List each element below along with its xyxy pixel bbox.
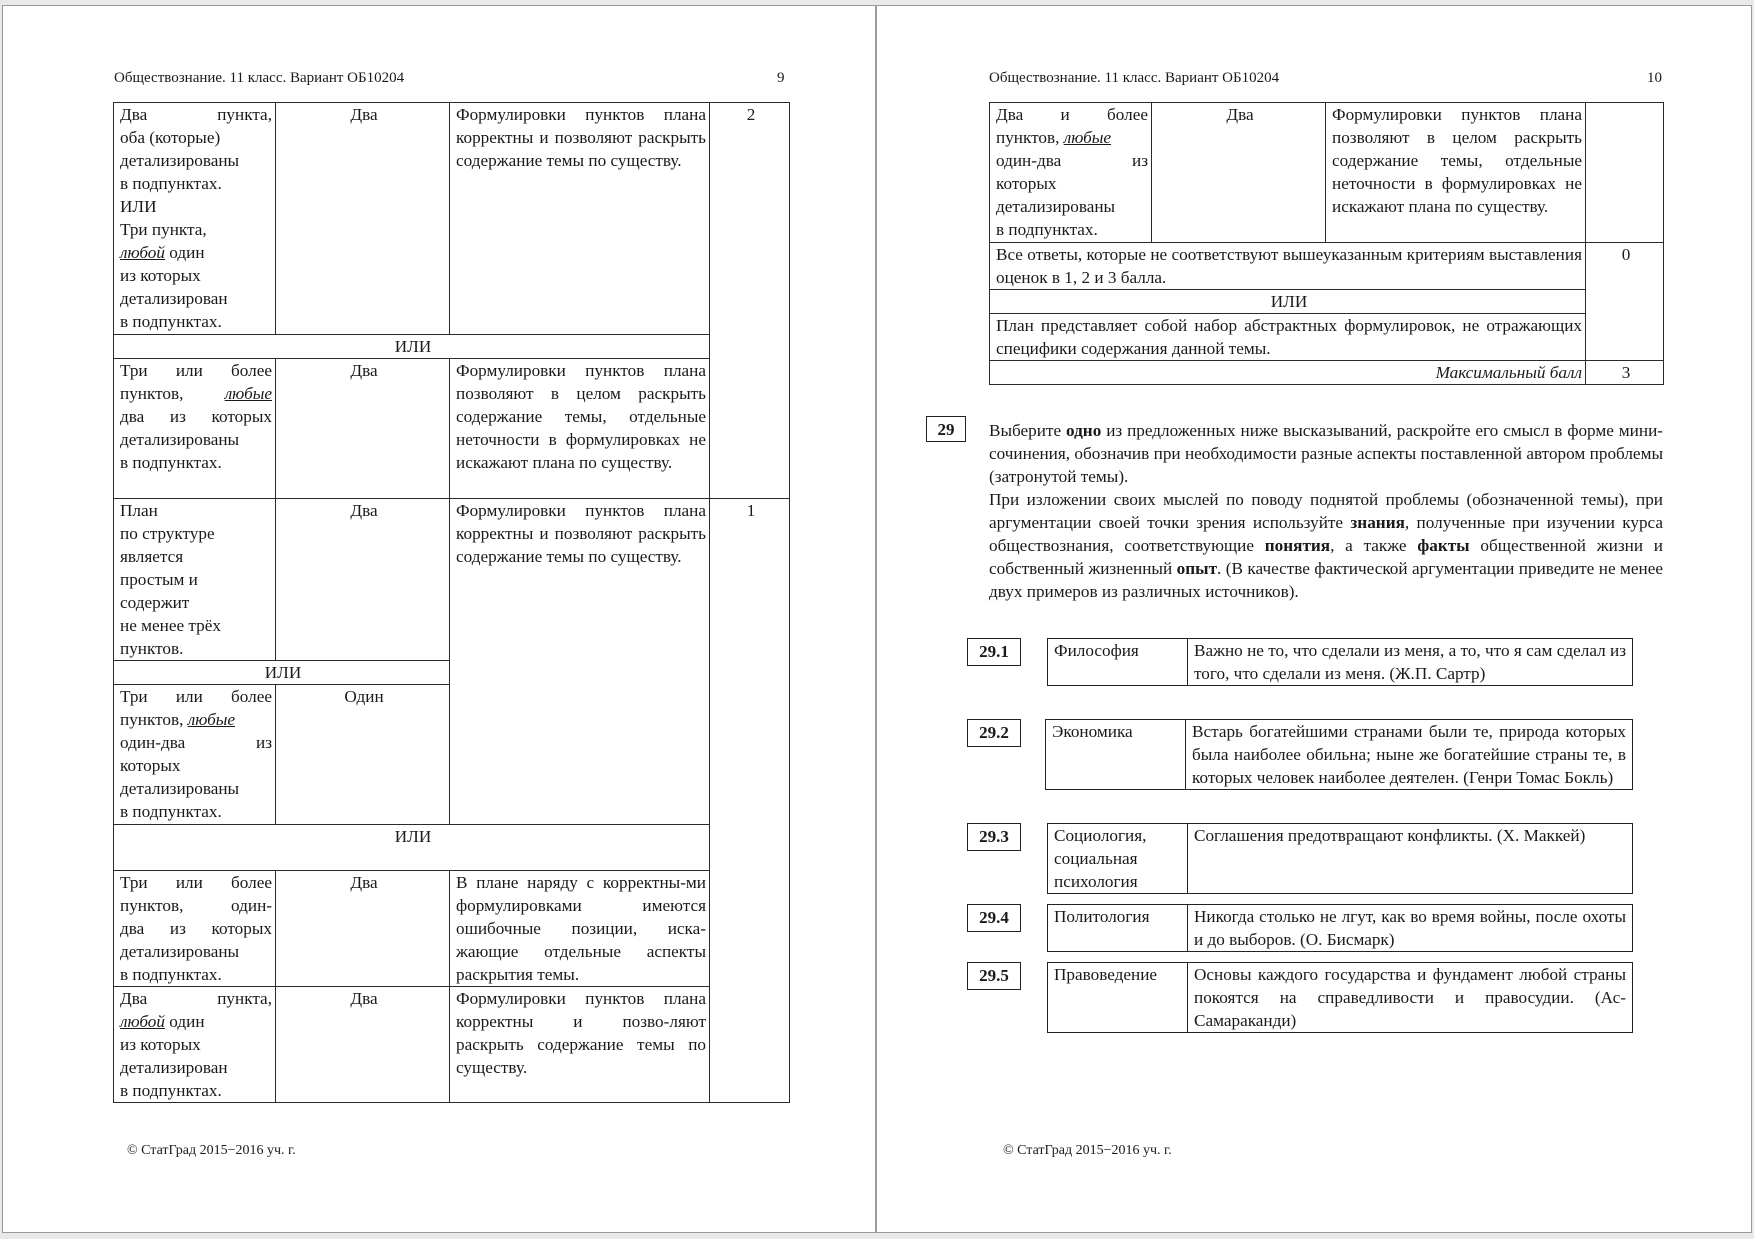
- page-footer: © СтатГрад 2015−2016 уч. г.: [1003, 1143, 1172, 1158]
- table-row: [114, 499, 790, 661]
- quote-subject: Правоведение: [1048, 963, 1188, 1032]
- quote-number: 29.1: [967, 638, 1021, 666]
- left-page: [2, 5, 876, 1233]
- table-row: [114, 103, 790, 335]
- page-header: Обществознание. 11 класс. Вариант ОБ10204: [114, 70, 405, 86]
- detail-count-cell: Два: [1152, 103, 1326, 243]
- max-score-value: 3: [1586, 361, 1664, 385]
- quote-subject: Экономика: [1046, 720, 1186, 789]
- quote-text: Встарь богатейшими странами были те, природа которых была наиболее обильна; ныне же богатейшие страны те, в которых человек наиболее деятелен. (Генри Томас Бокль): [1192, 722, 1626, 787]
- page-number: 9: [777, 70, 785, 86]
- detail-count-cell: Один: [276, 685, 450, 825]
- question-number: 29: [926, 416, 966, 442]
- criteria-cell: Два и более пунктов, любые один-два из которых детализированы в подпунктах.: [990, 103, 1152, 243]
- wording-cell: Формулировки пунктов плана позволяют в целом раскрыть содержание темы, отдельные неточности в формулировках не искажают плана по существу.: [1326, 103, 1586, 243]
- wording-cell: Формулировки пунктов плана корректны и позволяют раскрыть содержание темы по существу.: [450, 103, 710, 335]
- page-header: Обществознание. 11 класс. Вариант ОБ10204: [989, 70, 1280, 86]
- table-row: [114, 987, 790, 1103]
- table-row: [114, 871, 790, 987]
- quote-option: [967, 719, 1633, 789]
- detail-count-cell: Два: [276, 871, 450, 987]
- quote-option: [967, 962, 1633, 1032]
- page-number: 10: [1647, 70, 1662, 86]
- wording-cell: Формулировки пунктов плана корректны и позволяют раскрыть содержание темы по существу.: [450, 499, 710, 825]
- quote-option: [967, 638, 1633, 708]
- criteria-table: [113, 102, 790, 1103]
- detail-count-cell: Два: [276, 103, 450, 335]
- wording-cell: В плане наряду с корректны-ми формулировками имеются ошибочные позиции, иска-жающие отдельные аспекты раскрытия темы.: [450, 871, 710, 987]
- quote-number: 29.2: [967, 719, 1021, 747]
- criteria-cell: Три или более пунктов, любые один-два из которых детализированы в подпунктах.: [114, 685, 276, 825]
- wording-cell: Формулировки пунктов плана корректны и позво-ляют раскрыть содержание темы по существу.: [450, 987, 710, 1103]
- zero-criteria-cell: План представляет собой набор абстрактных формулировок, не отражающих специфики содержания данной темы.: [990, 314, 1586, 361]
- table-row: [990, 314, 1664, 361]
- table-row: [990, 103, 1664, 243]
- detail-count-cell: Два: [276, 499, 450, 661]
- detail-count-cell: Два: [276, 359, 450, 499]
- zero-criteria-cell: Все ответы, которые не соответствуют вышеуказанным критериям выставления оценок в 1, 2 и 3 балла.: [990, 243, 1586, 290]
- criteria-cell: Два пункта, любой один из которых детализирован в подпунктах.: [114, 987, 276, 1103]
- max-score-row: [990, 361, 1664, 385]
- criteria-table: [989, 102, 1664, 385]
- criteria-cell: План по структуре является простым и содержит не менее трёх пунктов.: [114, 499, 276, 661]
- table-row: [114, 359, 790, 499]
- quote-number: 29.5: [967, 962, 1021, 990]
- quote-subject: Социология, социальная психология: [1048, 824, 1188, 893]
- score-cell: 2: [710, 103, 790, 499]
- criteria-cell: Два пункта, оба (которые) детализированы в подпунктах. ИЛИ Три пункта, любой один из которых детализирован в подпунктах.: [114, 103, 276, 335]
- quote-text: Соглашения предотвращают конфликты. (Х. Маккей): [1194, 826, 1586, 845]
- quote-subject: Философия: [1048, 639, 1188, 685]
- quote-subject: Политология: [1048, 905, 1188, 951]
- quote-text: Никогда столько не лгут, как во время войны, после охоты и до выборов. (О. Бисмарк): [1194, 907, 1626, 949]
- max-score-label: Максимальный балл: [990, 361, 1586, 385]
- wording-cell: Формулировки пунктов плана позволяют в целом раскрыть содержание темы, отдельные неточности в формулировках не искажают плана по существу.: [450, 359, 710, 499]
- table-row: [990, 243, 1664, 290]
- quote-number: 29.4: [967, 904, 1021, 932]
- quote-text: Важно не то, что сделали из меня, а то, что я сам сделал из того, что сделали из меня. (Ж.П. Сартр): [1194, 641, 1626, 683]
- page-footer: © СтатГрад 2015−2016 уч. г.: [127, 1143, 296, 1158]
- quote-option: [967, 823, 1633, 893]
- criteria-cell: Три или более пунктов, любые два из которых детализированы в подпунктах.: [114, 359, 276, 499]
- detail-count-cell: Два: [276, 987, 450, 1103]
- question-paragraph: При изложении своих мыслей по поводу поднятой проблемы (обозначенной темы), при аргументации своей точки зрения используйте знания, полученные при изучении курса обществознания, соответствующие понятия, а также факты общественной жизни и собственный жизненный опыт. (В качестве фактической аргументации приведите не менее двух примеров из различных источников).: [989, 490, 1664, 601]
- or-row: ИЛИ: [990, 290, 1664, 314]
- score-cell: [1586, 103, 1664, 243]
- or-row: ИЛИ: [114, 825, 790, 871]
- score-cell: 1: [710, 499, 790, 1103]
- or-row: ИЛИ: [114, 335, 790, 359]
- right-page: [876, 5, 1752, 1233]
- question-paragraph: Выберите одно из предложенных ниже высказываний, раскройте его смысл в форме мини-сочинения, обозначив при необходимости разные аспекты поставленной автором проблемы (затронутой темы).: [989, 421, 1663, 486]
- score-cell: 0: [1586, 243, 1664, 361]
- or-row: ИЛИ: [114, 661, 790, 685]
- quote-number: 29.3: [967, 823, 1021, 851]
- question-text: [989, 419, 1663, 603]
- criteria-cell: Три или более пунктов, один- два из которых детализированы в подпунктах.: [114, 871, 276, 987]
- quote-text: Основы каждого государства и фундамент любой страны покоятся на справедливости и правосудии. (Ас-Самараканди): [1194, 965, 1626, 1030]
